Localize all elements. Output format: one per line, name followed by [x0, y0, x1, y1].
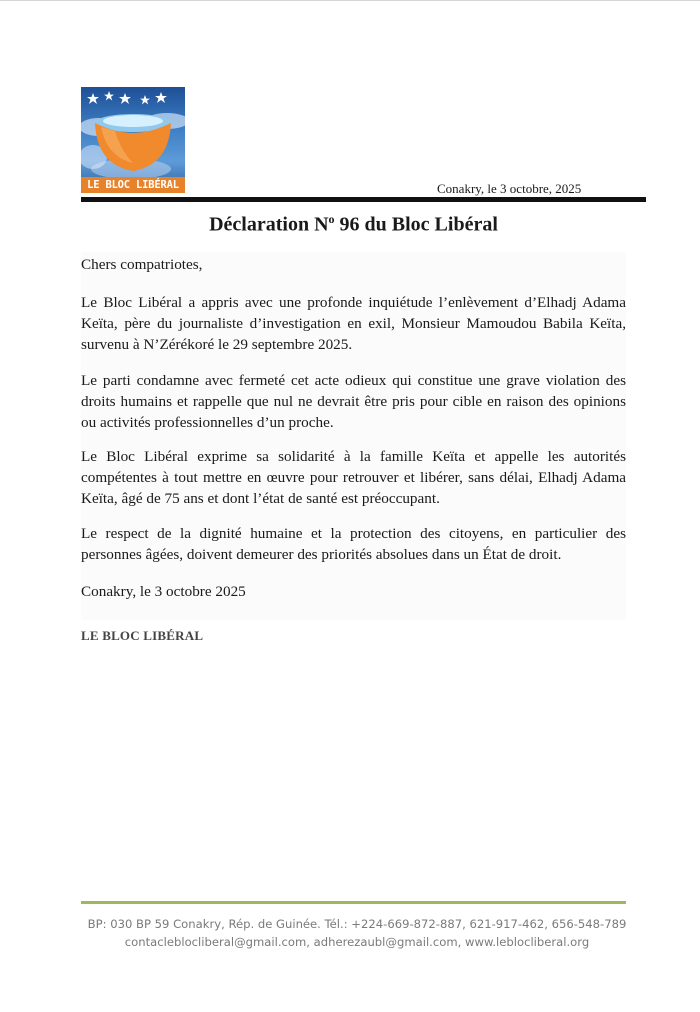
paragraph-2: Le parti condamne avec fermeté cet acte odieux qui constitue une grave violation des droits humains et rappelle que nul ne devrait être pris pour cible en raison des opinions ou activités professionnelles d’un proche. — [81, 372, 626, 431]
title-prefix: Déclaration N — [209, 213, 329, 236]
closing-date: Conakry, le 3 octobre 2025 — [81, 583, 246, 600]
header-rule — [81, 197, 646, 202]
footer-rule — [81, 901, 626, 904]
title-superscript: o — [328, 212, 335, 226]
signature: LE BLOC LIBÉRAL — [81, 628, 204, 643]
logo-text: LE BLOC LIBÉRAL — [87, 179, 179, 191]
bloc-liberal-logo — [81, 87, 185, 193]
footer-contact — [81, 915, 633, 951]
paragraph-1: Le Bloc Libéral a appris avec une profonde inquiétude l’enlèvement d’Elhadj Adama Keïta, père du journaliste d’investigation en exil, Monsieur Mamoudou Babila Keïta, survenu à N’Zérékoré le 29 septembre 2025. — [81, 294, 626, 353]
declaration-title — [81, 212, 626, 237]
star-icons — [87, 91, 167, 105]
footer-email-line: contacleblocliberal@gmail.com, adherezaubl@gmail.com, www.leblocliberal.org — [124, 935, 590, 949]
logo-graphic — [81, 87, 185, 193]
paragraph-4: Le respect de la dignité humaine et la protection des citoyens, en particulier des personnes âgées, doivent demeurer des priorités absolues dans un État de droit. — [81, 525, 626, 563]
paragraph-3: Le Bloc Libéral exprime sa solidarité à la famille Keïta et appelle les autorités compétentes à tout mettre en œuvre pour retrouver et libérer, sans délai, Elhadj Adama Keïta, âgé de 75 ans et dont l’état de santé est préoccupant. — [81, 448, 626, 507]
header-date: Conakry, le 3 octobre, 2025 — [437, 181, 582, 196]
page-top-border — [0, 0, 700, 1]
title-suffix: 96 du Bloc Libéral — [334, 213, 498, 236]
footer-address-line: BP: 030 BP 59 Conakry, Rép. de Guinée. Tél.: +224-669-872-887, 621-917-462, 656-548-789 — [87, 917, 627, 931]
greeting: Chers compatriotes, — [81, 256, 203, 273]
